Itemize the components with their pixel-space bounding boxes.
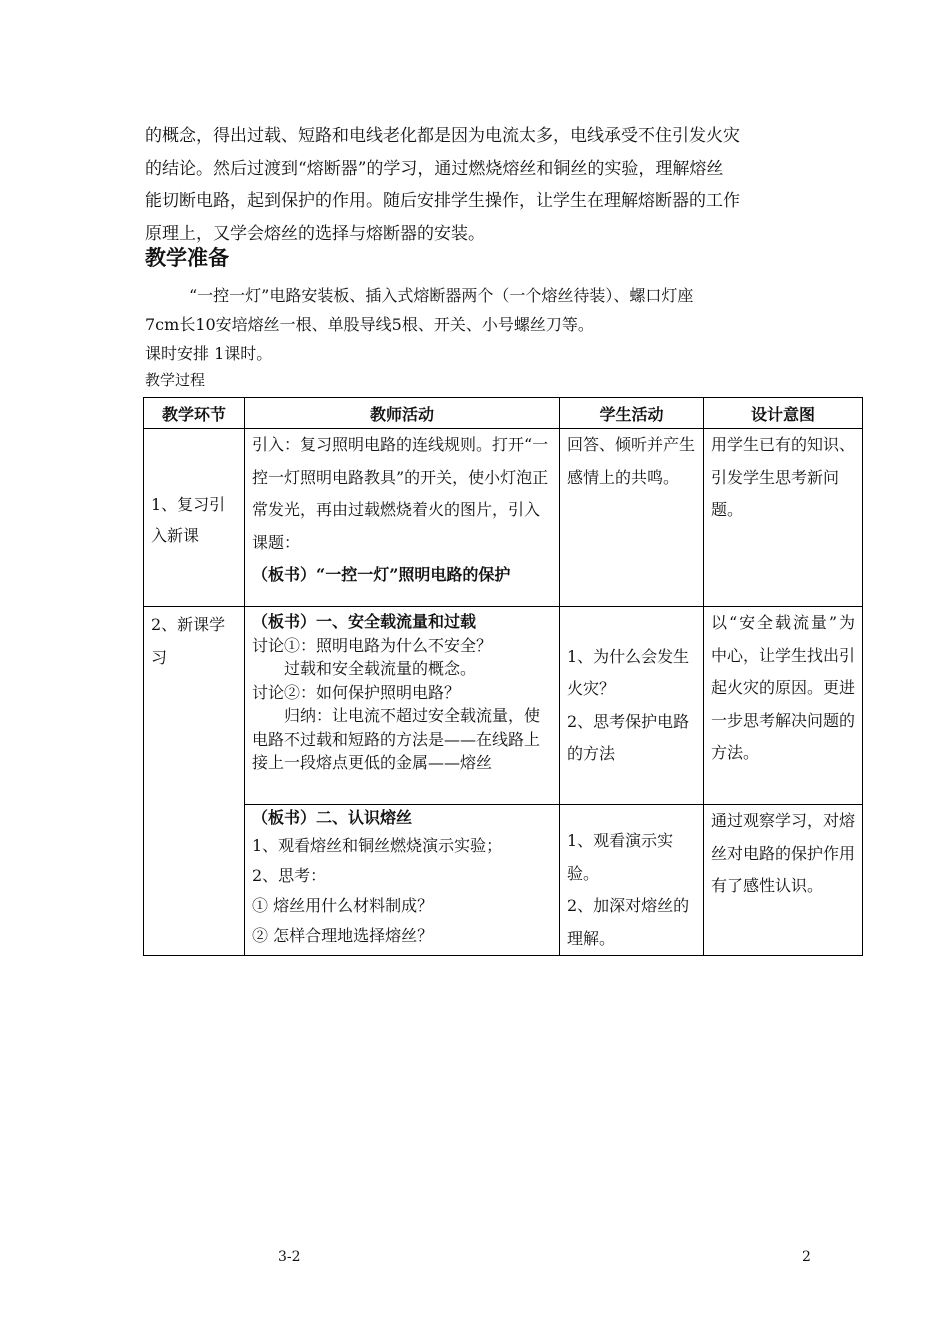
intent-cell xyxy=(704,429,863,607)
intent-text: 以“安全载流量”为中心，让学生找出引起火灾的原因。更进一步思考解决问题的方法。 xyxy=(711,613,856,762)
prep-heading: 教学准备 xyxy=(145,246,229,270)
intro-line: 原理上，又学会熔丝的选择与熔断器的安装。 xyxy=(145,223,485,244)
footer-section-number: 3-2 xyxy=(278,1249,301,1265)
intent-text: 用学生已有的知识、引发学生思考新问题。 xyxy=(711,435,856,519)
teacher-board-text: （板书）“一控一灯”照明电路的保护 xyxy=(252,565,511,584)
teacher-line: ① 熔丝用什么材料制成？ xyxy=(252,896,434,915)
teacher-board-text: （板书）二、认识熔丝 xyxy=(252,808,413,827)
teacher-cell xyxy=(245,607,560,805)
teacher-line: 归纳：让电流不超过安全载流量，使电路不过载和短路的方法是——在线路上接上一段熔点更低的金属——熔丝 xyxy=(252,706,541,772)
table-row xyxy=(144,429,863,607)
prep-line-2: 7cm长10安培熔丝一根、单股导线5根、开关、小号螺丝刀等。 xyxy=(145,315,594,334)
table-row xyxy=(144,607,863,805)
teacher-line: 过载和安全载流量的概念。 xyxy=(284,659,477,678)
intro-line: 能切断电路，起到保护的作用。随后安排学生操作，让学生在理解熔断器的工作 xyxy=(145,191,740,211)
stage-text: 1、复习引入新课 xyxy=(151,494,226,545)
teacher-board-text: （板书）一、安全载流量和过载 xyxy=(252,612,477,631)
header-stage: 教学环节 xyxy=(144,398,245,429)
student-text: 1、为什么会发生火灾？ 2、思考保护电路的方法 xyxy=(567,646,690,763)
lesson-table xyxy=(143,397,863,956)
header-student: 学生活动 xyxy=(560,398,704,429)
teacher-cell xyxy=(245,805,560,956)
prep-section xyxy=(145,281,810,368)
teacher-line: 讨论②：如何保护照明电路？ xyxy=(252,682,461,702)
header-intent: 设计意图 xyxy=(704,398,863,429)
prep-line-3: 课时安排 1课时。 xyxy=(145,344,273,363)
intent-cell xyxy=(704,607,863,805)
process-label: 教学过程 xyxy=(145,371,206,389)
table-row xyxy=(144,805,863,956)
stage-cell xyxy=(144,429,245,607)
header-teacher: 教师活动 xyxy=(245,398,560,429)
student-cell xyxy=(560,805,704,956)
prep-line-1: “一控一灯”电路安装板、插入式熔断器两个（一个熔丝待装）、螺口灯座 xyxy=(189,286,694,305)
teacher-text: 引入：复习照明电路的连线规则。打开“一控一灯照明电路教具”的开关，使小灯泡正常发光，再由过载燃烧着火的图片，引入课题： xyxy=(252,435,549,552)
intro-paragraph xyxy=(145,120,810,250)
teacher-line: 1、观看熔丝和铜丝燃烧演示实验； xyxy=(252,836,503,855)
student-cell xyxy=(560,607,704,805)
stage-text: 2、新课学习 xyxy=(151,615,226,667)
footer-page-number: 2 xyxy=(802,1249,811,1265)
intent-cell xyxy=(704,805,863,956)
teacher-cell xyxy=(245,429,560,607)
intro-line: 的概念，得出过载、短路和电线老化都是因为电流太多，电线承受不住引发火灾 xyxy=(145,126,740,146)
stage-cell xyxy=(144,607,245,956)
student-line: 2、加深对熔丝的理解。 xyxy=(567,896,690,948)
intro-line: 的结论。然后过渡到“熔断器”的学习，通过燃烧熔丝和铜丝的实验，理解熔丝 xyxy=(145,158,724,179)
teacher-line: 2、思考： xyxy=(252,866,327,885)
table-header-row xyxy=(144,398,863,429)
teacher-line: ② 怎样合理地选择熔丝？ xyxy=(252,926,434,945)
teacher-line: 讨论①：照明电路为什么不安全？ xyxy=(252,635,493,655)
intent-text: 通过观察学习，对熔丝对电路的保护作用有了感性认识。 xyxy=(711,811,856,895)
student-text: 回答、倾听并产生感情上的共鸣。 xyxy=(567,435,696,487)
student-cell xyxy=(560,429,704,607)
student-line: 1、观看演示实验。 xyxy=(567,831,674,883)
